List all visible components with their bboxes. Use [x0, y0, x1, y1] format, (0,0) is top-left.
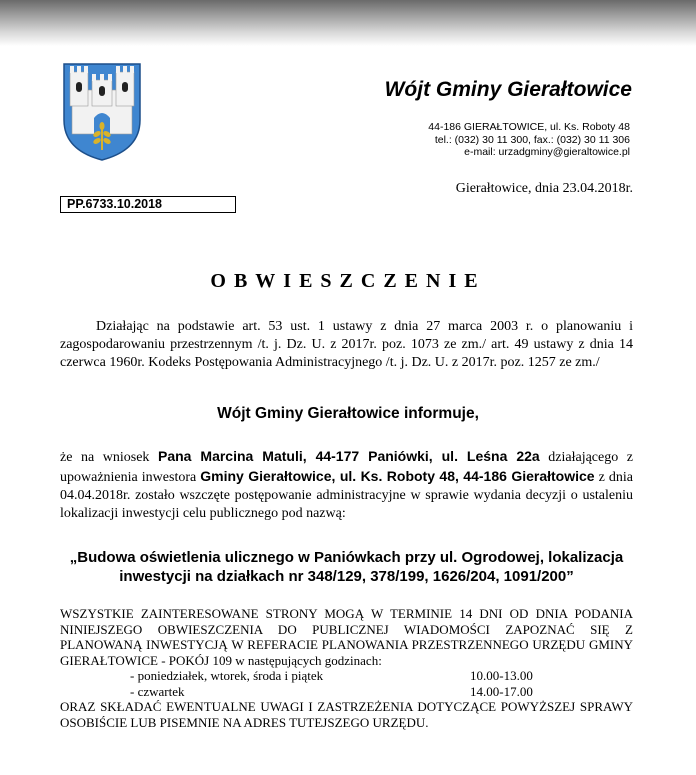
office-title: Wójt Gminy Gierałtowice	[384, 78, 632, 101]
reference-number: PP.6733.10.2018	[60, 196, 236, 213]
hours-days: - czwartek	[130, 683, 185, 699]
public-notice	[60, 606, 633, 730]
hours-days: - poniedziałek, wtorek, środa i piątek	[130, 668, 324, 683]
hours-time: 10.00-13.00	[470, 668, 533, 683]
phone-line: tel.: (032) 30 11 300, fax.: (032) 30 11 306	[434, 133, 630, 146]
body-text: działającego z upoważnienia inwestora	[60, 450, 633, 485]
informs-heading: Wójt Gminy Gierałtowice informuje,	[217, 405, 479, 422]
place-date: Gierałtowice, dnia 23.04.2018r.	[455, 181, 633, 196]
legal-basis: Działając na podstawie art. 53 ust. 1 ustawy z dnia 27 marca 2003 r. o planowaniu i zagospodarowaniu przestrzennym /t. j. Dz. U. z 2017r. poz. 1073 ze zm./ art. 49 ustawy z dnia 14 czerwca 1960r. Kodeks Postępowania Administracyjnego /t. j. Dz. U. z 2017r. poz. 1257 ze zm./	[60, 319, 633, 370]
notice-intro: WSZYSTKIE ZAINTERESOWANE STRONY MOGĄ W TERMINIE 14 DNI OD DNIA PODANIA NINIEJSZEGO OBWIESZCZENIA DO PUBLICZNEJ WIADOMOŚCI ZAPOZNAĆ SIĘ Z PLANOWANĄ INWESTYCJĄ W REFERACIE PLANOWANIA PRZESTRZENNEGO URZĘDU GMINY GIERAŁTOWICE - POKÓJ 109 w następujących godzinach:	[60, 606, 633, 668]
body-text: że na wniosek	[60, 450, 158, 465]
address-line: 44-186 GIERAŁTOWICE, ul. Ks. Roboty 48	[428, 121, 630, 133]
investor-name: Gminy Gierałtowice, ul. Ks. Roboty 48, 44-186 Gierałtowice	[200, 468, 595, 484]
hours-row	[60, 668, 633, 684]
email-line: e-mail: urzadgminy@gieraltowice.pl	[464, 146, 630, 158]
office-address	[330, 121, 630, 159]
project-name: „Budowa oświetlenia ulicznego w Paniówkach przy ul. Ogrodowej, lokalizacja inwestycji na działkach nr 348/129, 378/199, 1626/204, 1091/200”	[69, 549, 624, 585]
document-title: OBWIESZCZENIE	[210, 270, 486, 292]
notice-outro: ORAZ SKŁADAĆ EWENTUALNE UWAGI I ZASTRZEŻENIA DOTYCZĄCE POWYŻSZEJ SPRAWY OSOBIŚCIE LUB PISEMNIE NA ADRES TUTEJSZEGO URZĘDU.	[60, 699, 633, 730]
body-text: z dnia 04.04.2018r. zostało wszczęte postępowanie administracyjne w sprawie wydania decyzji o ustaleniu lokalizacji inwestycji celu publicznego pod nazwą:	[60, 470, 633, 521]
procedure-paragraph	[60, 447, 633, 523]
hours-time: 14.00-17.00	[470, 683, 533, 699]
applicant-name: Pana Marcina Matuli, 44-177 Paniówki, ul. Leśna 22a	[158, 448, 540, 464]
coat-of-arms-icon	[62, 62, 142, 162]
hours-row	[60, 684, 633, 700]
